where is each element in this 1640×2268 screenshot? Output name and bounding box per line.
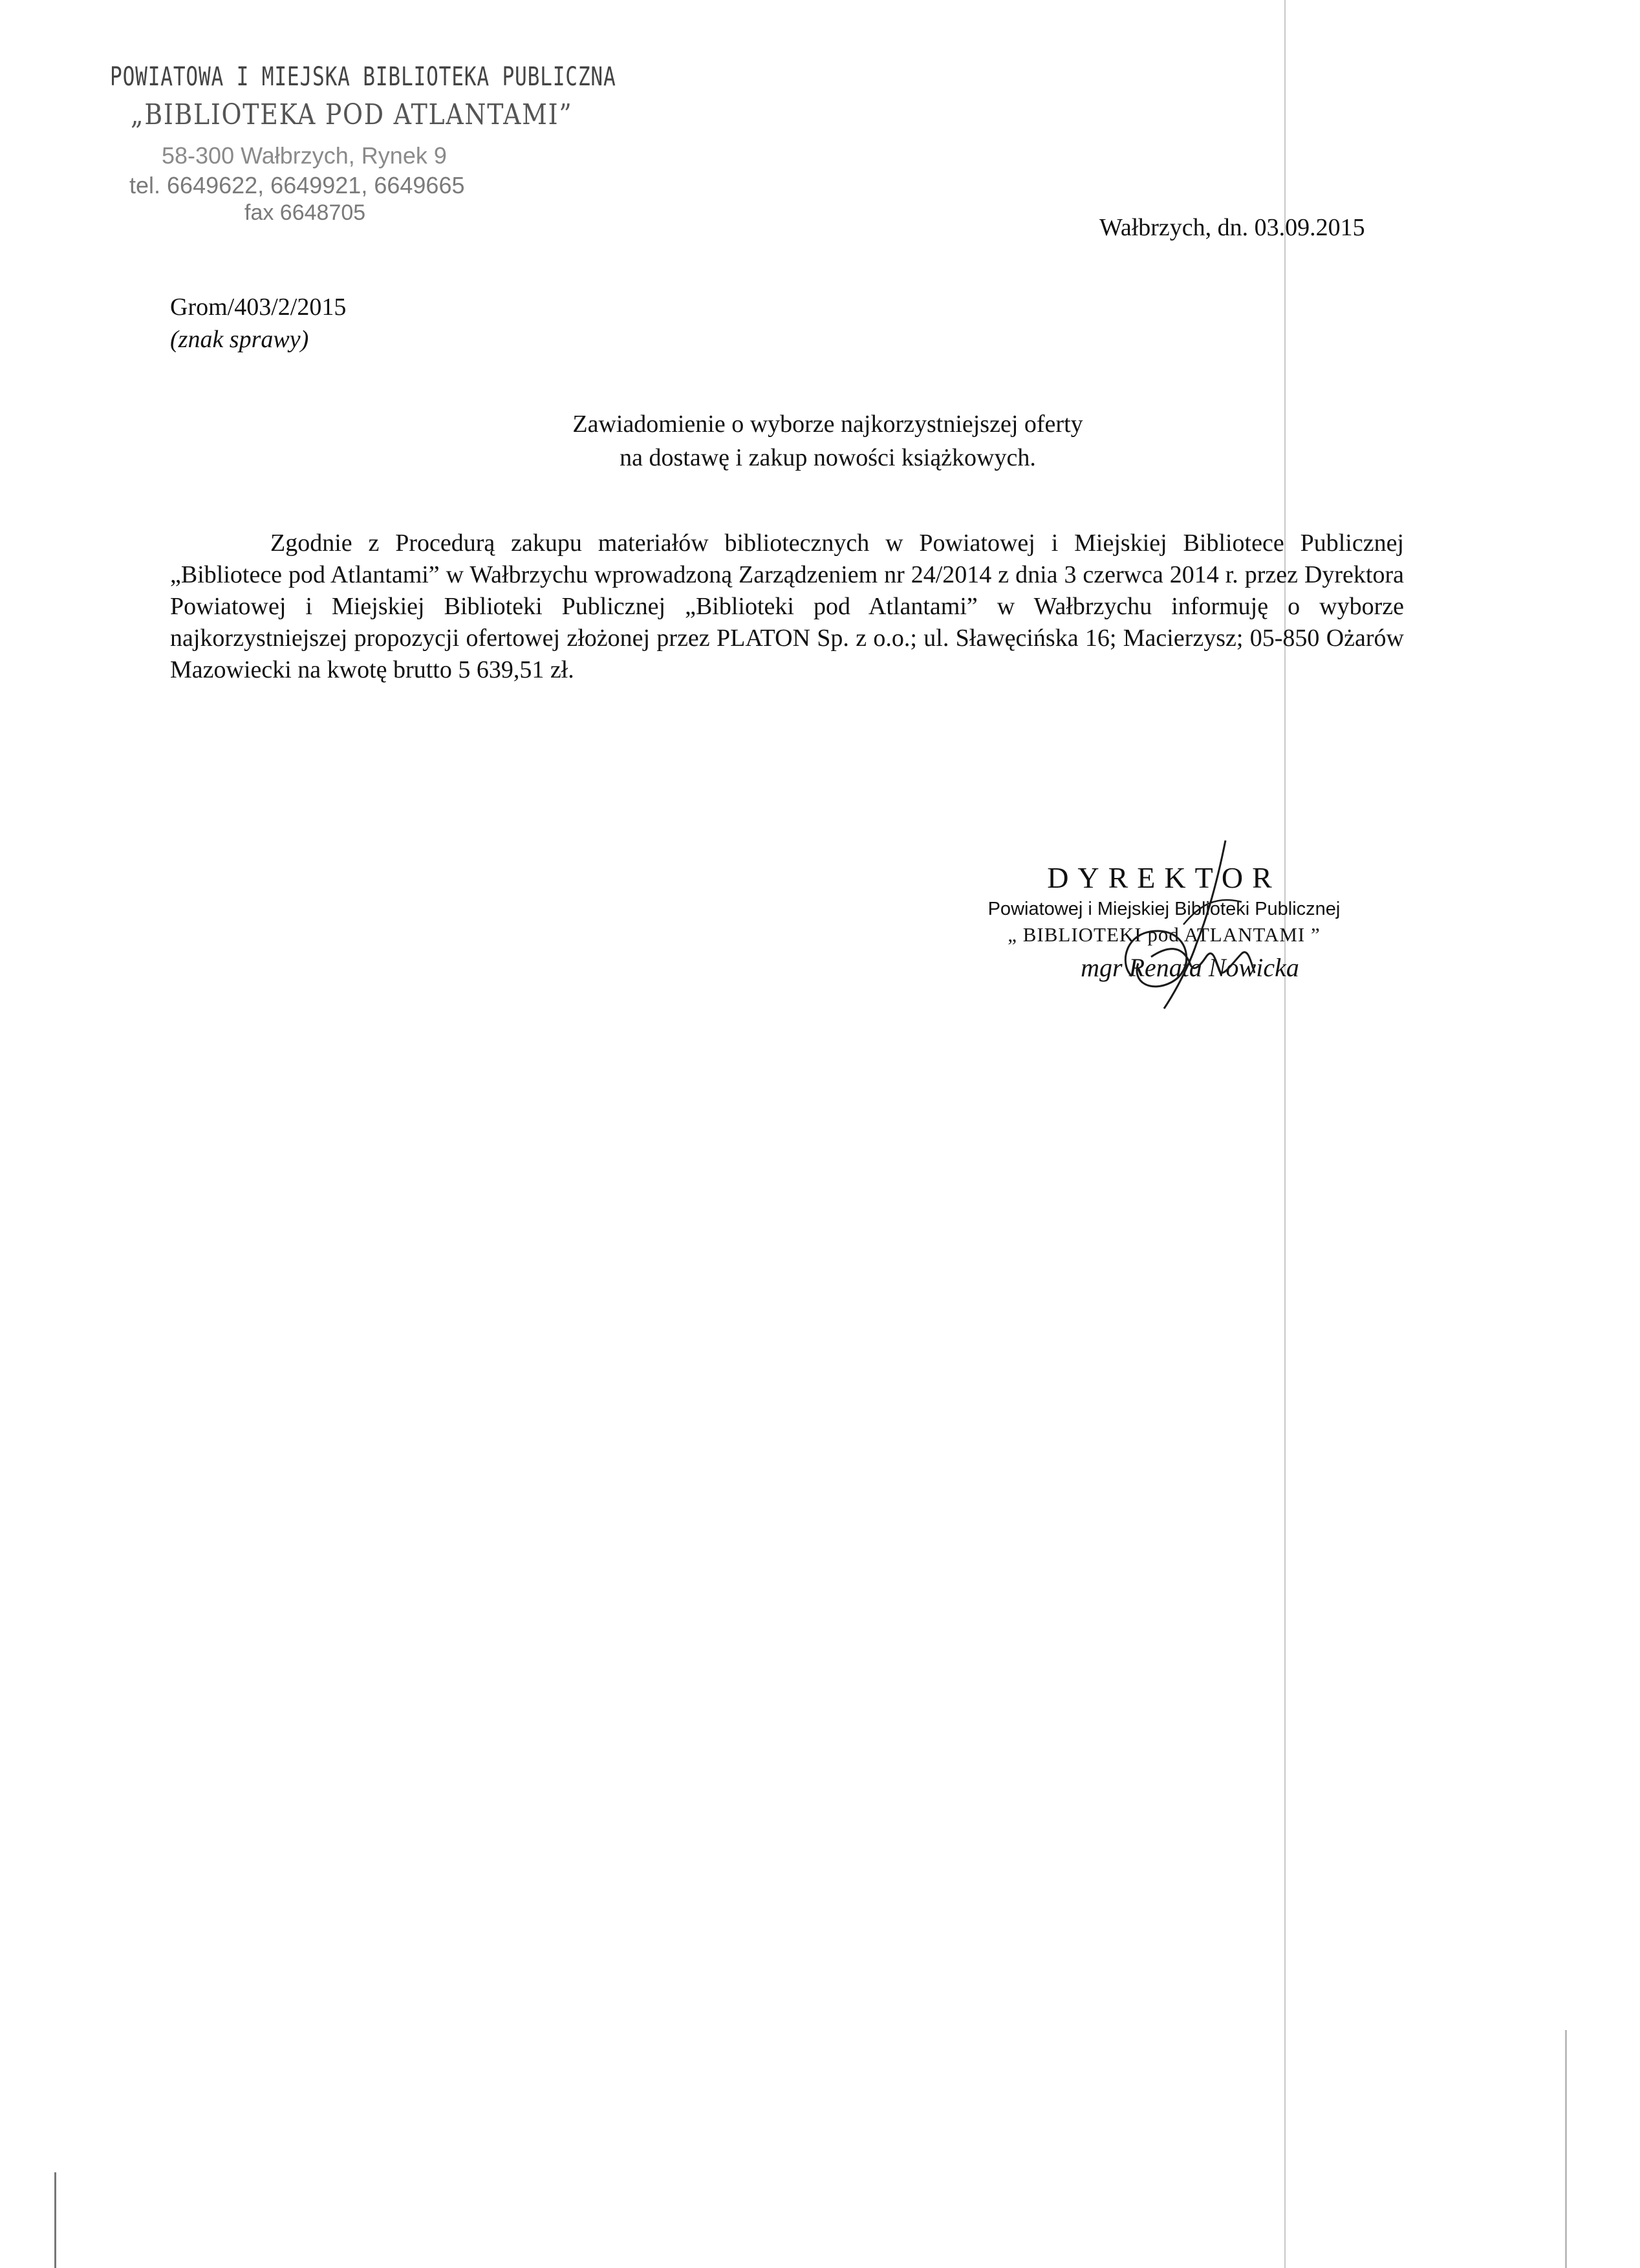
- case-number-label: (znak sprawy): [170, 326, 309, 353]
- stamp-fax: fax 6648705: [244, 200, 366, 225]
- signature-library: „ BIBLIOTEKI pod ATLANTAMI ”: [1008, 923, 1321, 946]
- stamp-library-name: „BIBLIOTEKA POD ATLANTAMI”: [131, 98, 573, 131]
- scan-edge-line: [1565, 2030, 1567, 2268]
- stamp-address: 58-300 Wałbrzych, Rynek 9: [162, 142, 447, 169]
- date-line: Wałbrzych, dn. 03.09.2015: [1099, 214, 1365, 241]
- signatory-name: mgr Renata Nowicka: [1081, 953, 1299, 982]
- subject-line-2: na dostawę i zakup nowości książkowych.: [620, 444, 1036, 471]
- body-paragraph: Zgodnie z Procedurą zakupu materiałów bibliotecznych w Powiatowej i Miejskiej Bibliotece Publicznej „Bibliotece pod Atlantami” w Wałbrzychu wprowadzoną Zarządzeniem nr 24/2014 z dnia 3 czerwca 2014 r. przez Dyrektora Powiatowej i Miejskiej Biblioteki Publicznej „Biblioteki pod Atlantami” w Wałbrzychu informuję o wyborze najkorzystniejszej propozycji ofertowej złożonej przez PLATON Sp. z o.o.; ul. Sławęcińska 16; Macierzysz; 05-850 Ożarów Mazowiecki na kwotę brutto 5 639,51 zł.: [170, 530, 1404, 683]
- letter-body: [170, 528, 1404, 686]
- case-reference: [170, 291, 346, 356]
- handwritten-signature: [1086, 834, 1293, 1022]
- scan-edge-line: [1284, 0, 1286, 2268]
- signature-title: DYREKTOR: [1047, 861, 1281, 894]
- scan-edge-line: [54, 2172, 56, 2268]
- case-number: Grom/403/2/2015: [170, 294, 347, 321]
- signature-institution: Powiatowej i Miejskiej Biblioteki Publicznej: [987, 899, 1341, 919]
- letter-subject: [362, 407, 1293, 475]
- subject-line-1: Zawiadomienie o wyborze najkorzystniejszej oferty: [572, 411, 1083, 438]
- stamp-institution-line: POWIATOWA I MIEJSKA BIBLIOTEKA PUBLICZNA: [110, 62, 616, 92]
- stamp-phone: tel. 6649622, 6649921, 6649665: [129, 172, 465, 198]
